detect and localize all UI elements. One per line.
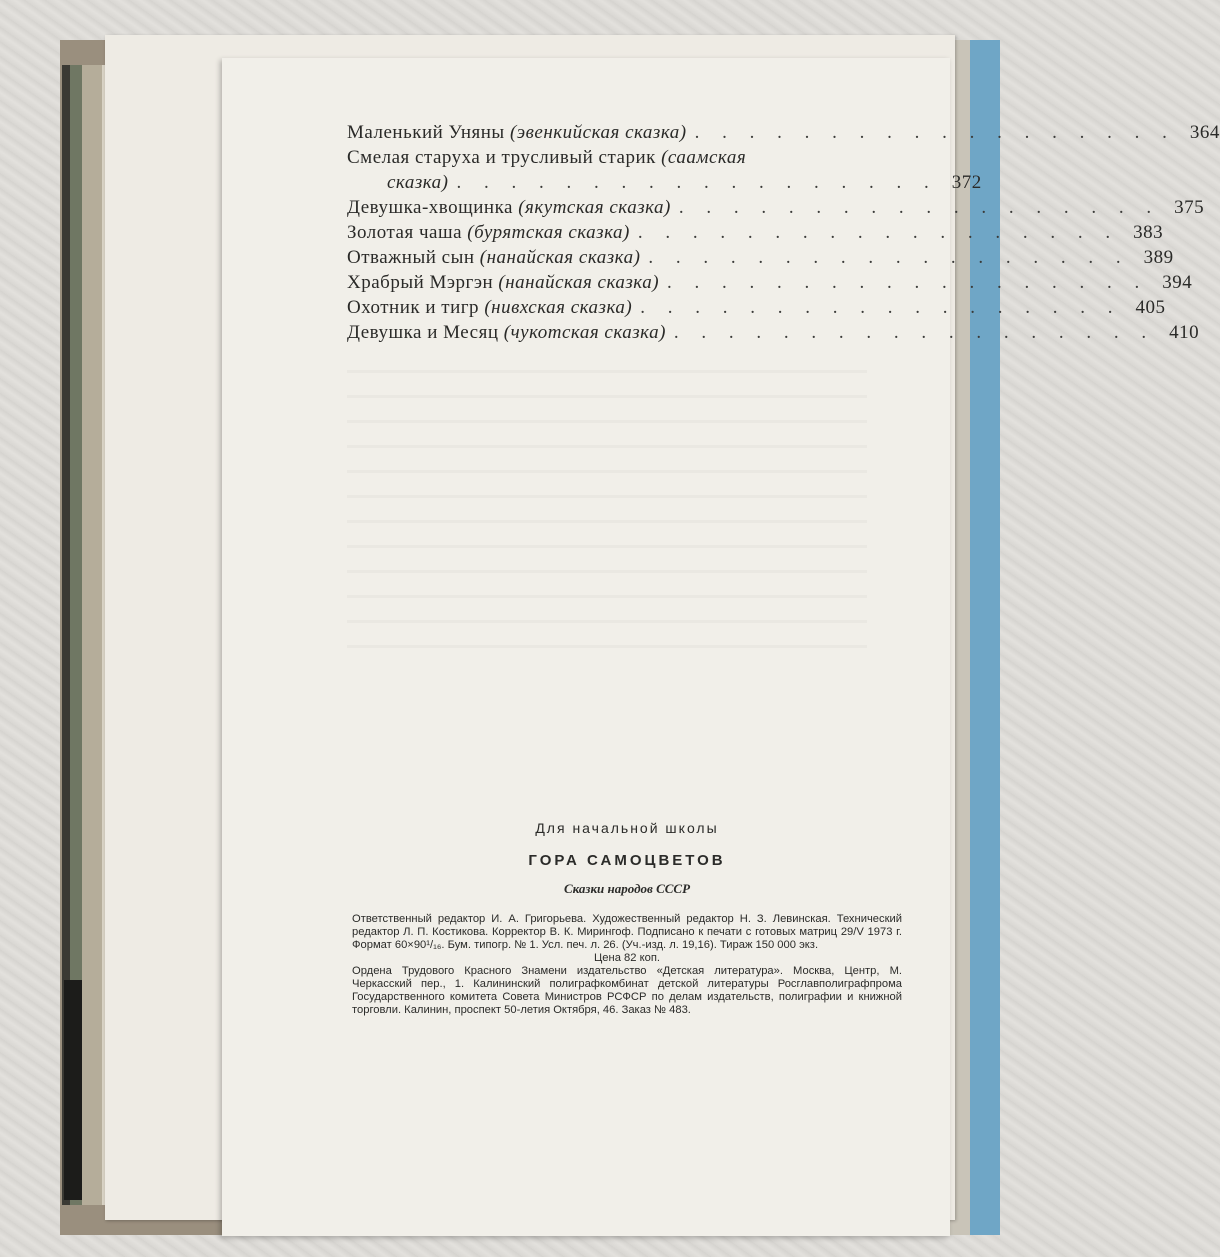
toc-leader: . . . . . . . . . . . . . . . . . . — [694, 122, 1176, 143]
book-spine — [64, 980, 82, 1200]
book-title: ГОРА САМОЦВЕТОВ — [528, 852, 726, 869]
toc-page-number: 375 — [1174, 197, 1205, 218]
book-page — [222, 58, 1220, 1236]
toc-entry-note: (эвенкийская сказка) — [509, 122, 687, 143]
toc-page-number: 405 — [1135, 297, 1166, 318]
toc-entry-note: (якутская сказка) — [518, 197, 671, 218]
toc-leader: . . . . . . . . . . . . . . . . . . — [673, 322, 1156, 343]
toc-entry-note-continued: сказка) — [387, 172, 449, 193]
toc-page-number: 383 — [1133, 222, 1164, 243]
book-subtitle: Сказки народов СССР — [563, 881, 691, 896]
toc-entry-title: Смелая старуха и трусливый старик — [347, 147, 656, 168]
toc-entry-title: Девушка-хвощинка — [347, 197, 513, 218]
toc-entry-title: Девушка и Месяц — [347, 322, 499, 343]
toc-entry-note: (нивхская сказка) — [484, 297, 633, 318]
toc-entry-title: Отважный сын — [347, 247, 475, 268]
toc-entry-title: Охотник и тигр — [347, 297, 480, 318]
imprint-credits: Ответственный редактор И. А. Григорьева. Художественный редактор Н. З. Левинская. Технический редактор Л. П. Костикова. Корректор В. К. Мирингоф. Подписано к печати с готовых матриц 29/V 1973 г. Формат 60×90¹/₁₆. Бум. типогр. № 1. Усл. печ. л. 26. (Уч.-изд. л. 19,16). Тираж 150 000 экз. — [352, 913, 902, 951]
toc-leader: . . . . . . . . . . . . . . . . . . — [640, 297, 1122, 318]
toc-entry — [347, 145, 892, 170]
toc-leader: . . . . . . . . . . . . . . . . . . — [678, 197, 1161, 218]
table-of-contents — [347, 120, 1220, 345]
toc-leader: . . . . . . . . . . . . . . . . . . — [456, 172, 938, 193]
toc-entry — [347, 195, 1205, 220]
toc-entry — [347, 120, 1220, 145]
imprint-price: Цена 82 коп. — [594, 952, 660, 964]
toc-page-number: 389 — [1143, 247, 1174, 268]
toc-page-number: 394 — [1162, 272, 1193, 293]
toc-entry — [347, 320, 1200, 345]
toc-entry-continuation — [347, 170, 982, 195]
toc-entry-note: (бурятская сказка) — [467, 222, 630, 243]
toc-leader: . . . . . . . . . . . . . . . . . . — [637, 222, 1120, 243]
toc-entry — [347, 270, 1193, 295]
toc-page-number: 364 — [1189, 122, 1220, 143]
toc-entry-title: Маленький Уняны — [347, 122, 505, 143]
toc-leader: . . . . . . . . . . . . . . . . . . — [648, 247, 1130, 268]
colophon — [352, 818, 902, 1017]
toc-entry-note: (нанайская сказка) — [498, 272, 660, 293]
toc-page-number: 410 — [1169, 322, 1200, 343]
series-line: Для начальной школы — [535, 820, 719, 836]
toc-entry-title: Храбрый Мэргэн — [347, 272, 494, 293]
toc-entry-note: (саамская — [661, 147, 747, 168]
imprint-publisher: Ордена Трудового Красного Знамени издательство «Детская литература». Москва, Центр, М. Черкасский пер., 1. Калининский полиграфкомбинат детской литературы Росглавполиграфпрома Государственного комитета Совета Министров РСФСР по делам издательств, полиграфии и книжной торговли. Калинин, проспект 50-летия Октября, 46. Заказ № 483. — [352, 965, 902, 1016]
show-through-text — [347, 358, 867, 648]
toc-entry-note: (чукотская сказка) — [503, 322, 666, 343]
toc-entry — [347, 295, 1166, 320]
toc-entry — [347, 220, 1164, 245]
toc-page-number: 372 — [951, 172, 982, 193]
toc-leader: . . . . . . . . . . . . . . . . . . — [667, 272, 1149, 293]
toc-entry-title: Золотая чаша — [347, 222, 463, 243]
toc-entry-note: (нанайская сказка) — [479, 247, 641, 268]
toc-entry — [347, 245, 1174, 270]
